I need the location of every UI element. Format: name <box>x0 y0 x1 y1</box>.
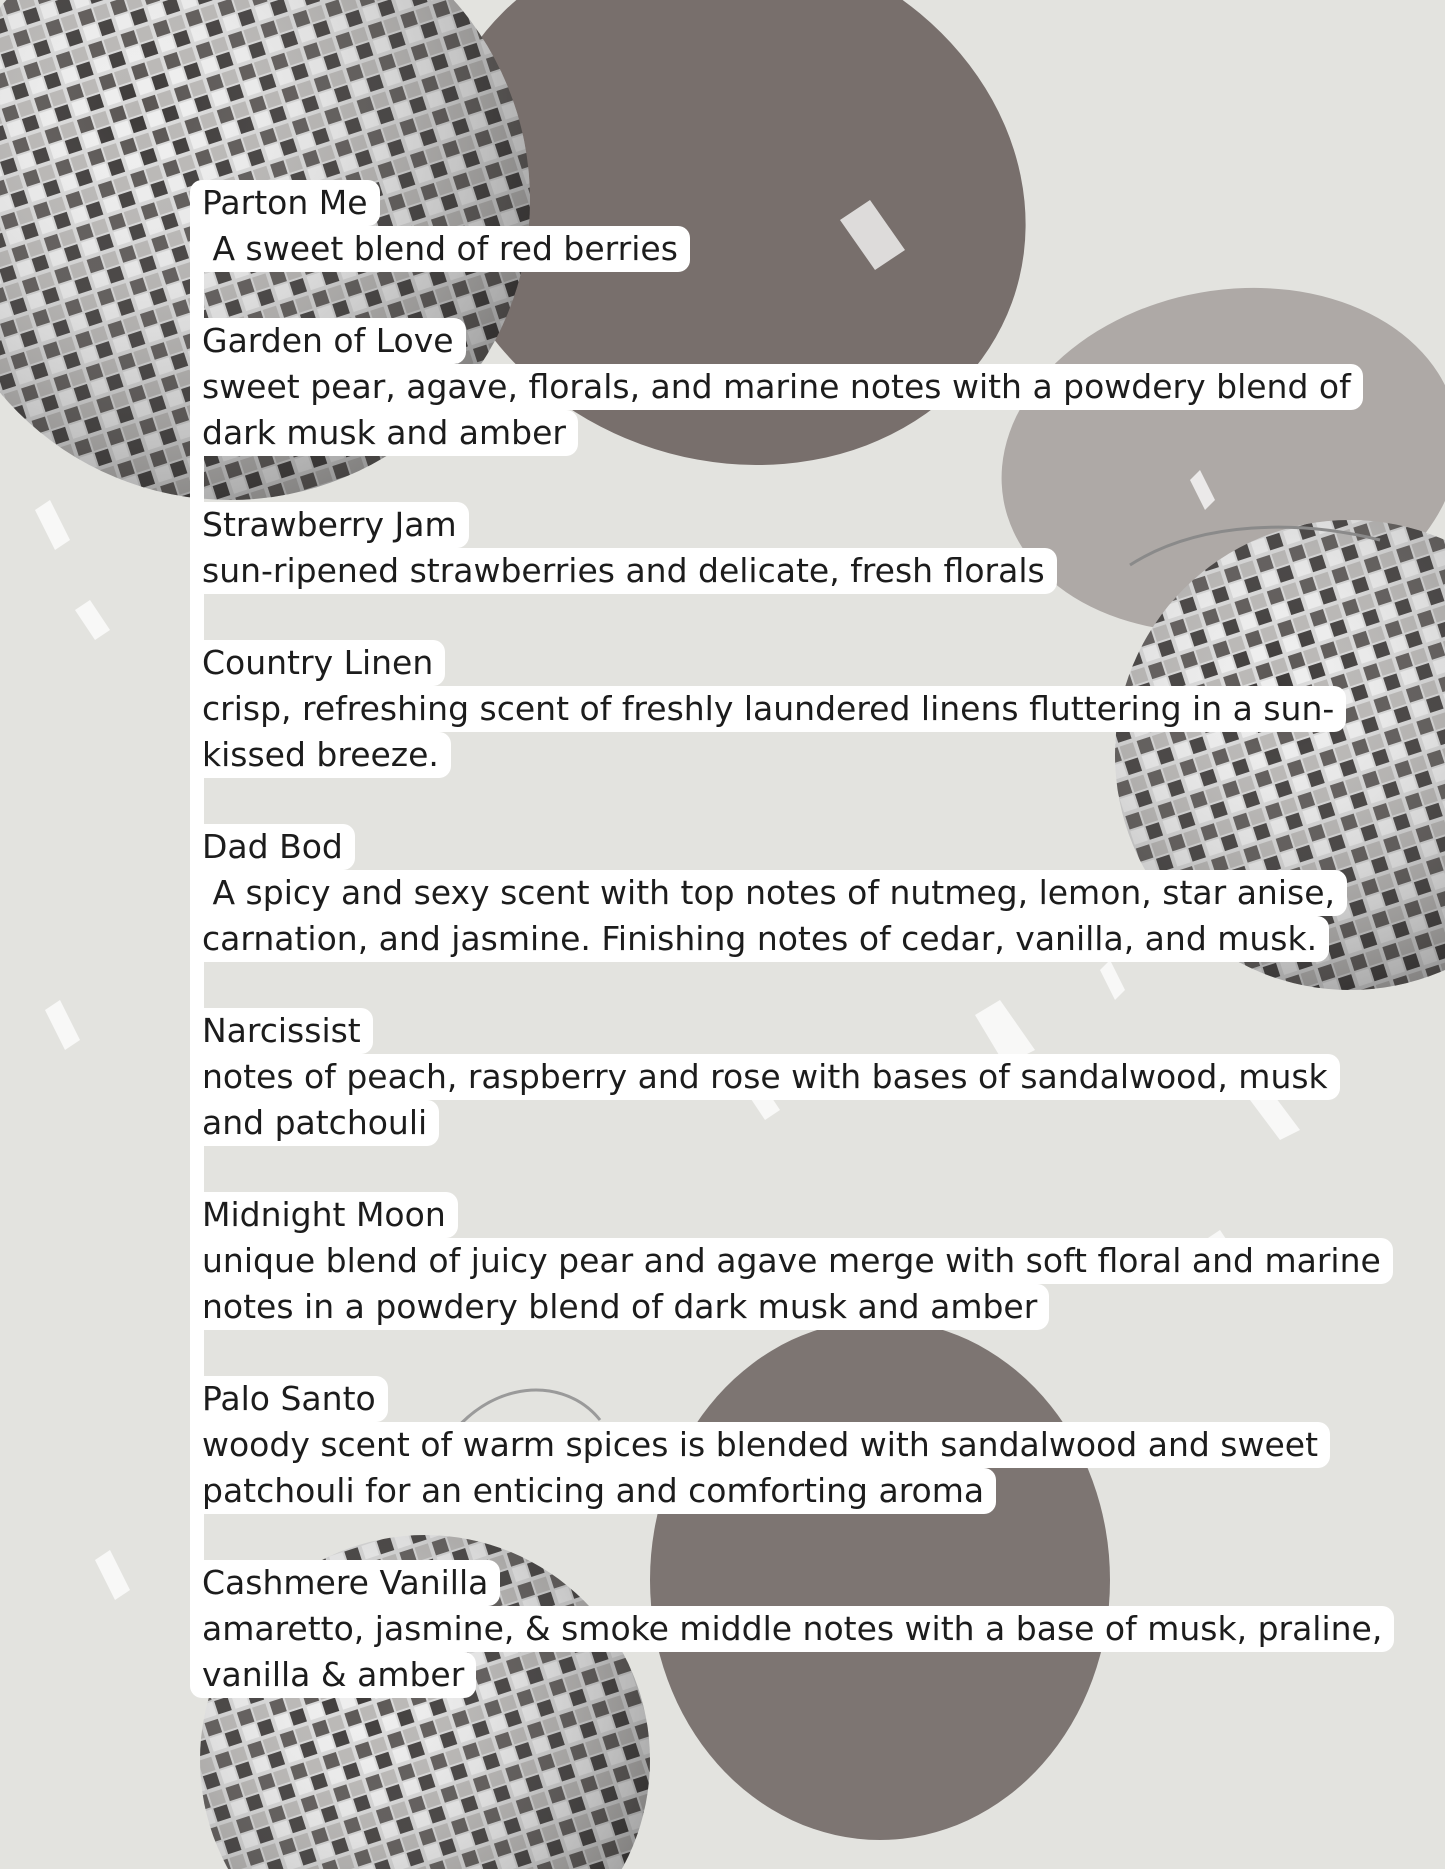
scent-description: sweet pear, agave, florals, and marine notes with a powdery blend of <box>190 364 1363 410</box>
scent-description: notes in a powdery blend of dark musk and amber <box>190 1284 1049 1330</box>
scent-description: amaretto, jasmine, & smoke middle notes with a base of musk, praline, <box>190 1606 1394 1652</box>
scent-name: Midnight Moon <box>190 1192 458 1238</box>
scent-name: Country Linen <box>190 640 445 686</box>
scent-description: dark musk and amber <box>190 410 578 456</box>
scent-description: carnation, and jasmine. Finishing notes of cedar, vanilla, and musk. <box>190 916 1329 962</box>
spacer <box>190 1514 204 1560</box>
scent-name: Strawberry Jam <box>190 502 469 548</box>
scent-menu <box>190 180 1383 1698</box>
spacer <box>190 594 204 640</box>
scent-description: unique blend of juicy pear and agave merge with soft floral and marine <box>190 1238 1393 1284</box>
scent-description: sun-ripened strawberries and delicate, fresh florals <box>190 548 1057 594</box>
scent-description: patchouli for an enticing and comforting aroma <box>190 1468 996 1514</box>
scent-name: Garden of Love <box>190 318 466 364</box>
scent-description: A sweet blend of red berries <box>190 226 690 272</box>
spacer <box>190 962 204 1008</box>
scent-description: notes of peach, raspberry and rose with bases of sandalwood, musk <box>190 1054 1340 1100</box>
scent-name: Cashmere Vanilla <box>190 1560 500 1606</box>
spacer <box>190 1330 204 1376</box>
scent-description: vanilla & amber <box>190 1652 476 1698</box>
scent-name: Parton Me <box>190 180 380 226</box>
spacer <box>190 1146 204 1192</box>
scent-description: crisp, refreshing scent of freshly laundered linens fluttering in a sun- <box>190 686 1346 732</box>
spacer <box>190 456 204 502</box>
spacer <box>190 272 204 318</box>
scent-description: and patchouli <box>190 1100 439 1146</box>
scent-name: Palo Santo <box>190 1376 388 1422</box>
scent-name: Narcissist <box>190 1008 373 1054</box>
scent-description: kissed breeze. <box>190 732 451 778</box>
scent-description: woody scent of warm spices is blended with sandalwood and sweet <box>190 1422 1330 1468</box>
scent-name: Dad Bod <box>190 824 355 870</box>
spacer <box>190 778 204 824</box>
scent-description: A spicy and sexy scent with top notes of nutmeg, lemon, star anise, <box>190 870 1347 916</box>
